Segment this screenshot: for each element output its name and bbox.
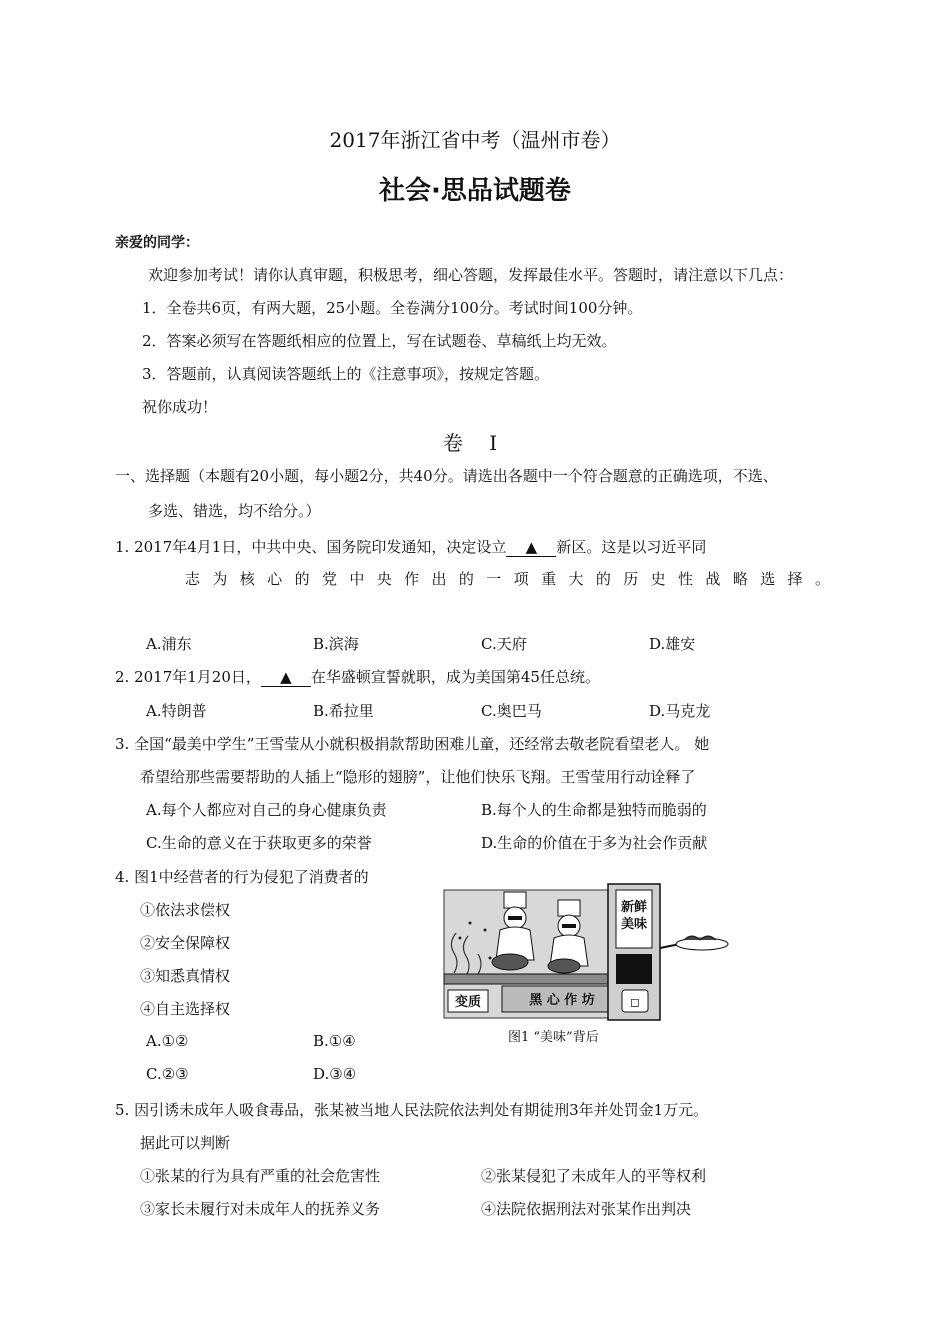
question-1-line2-char: 党	[321, 570, 337, 588]
question-4-option-c: C.②③	[146, 1065, 189, 1083]
question-1-line2-char: 选	[760, 570, 776, 588]
section-instruction-line2: 多选、错选，均不给分。）	[148, 502, 321, 520]
question-1-line2-char: 战	[705, 570, 721, 588]
question-1-line2-char: 心	[267, 570, 283, 588]
question-1-line2-char: 史	[650, 570, 666, 588]
question-1-line2-char: 中	[349, 570, 365, 588]
question-1-line2-char: 重	[541, 570, 557, 588]
section-instruction-line1: 一、选择题（本题有20小题，每小题2分，共40分。请选出各题中一个符合题意的正确选项，不选、	[115, 467, 778, 485]
question-2-option-a: A.特朗普	[146, 702, 207, 720]
question-1-stem-start: 1. 2017年4月1日，中共中央、国务院印发通知，决定设立	[115, 538, 507, 556]
question-1-option-a: A.浦东	[146, 635, 192, 653]
wish-text: 祝你成功！	[142, 398, 218, 416]
question-3-option-c: C.生命的意义在于获取更多的荣誉	[146, 834, 372, 852]
question-1-stem-end: 新区。这是以习近平同	[556, 538, 707, 556]
greeting: 亲爱的同学：	[115, 235, 199, 251]
conveyor-belt	[444, 974, 609, 984]
question-1-line2-char: 历	[623, 570, 639, 588]
workshop-label: 黑 心 作 坊	[529, 993, 595, 1008]
question-2-option-c: C.奥巴马	[481, 702, 542, 720]
question-1-line2-char: 出	[431, 570, 447, 588]
question-1-option-d: D.雄安	[649, 635, 696, 653]
question-3-option-a: A.每个人都应对自己的身心健康负责	[146, 801, 387, 819]
question-5-line2: 据此可以判断	[140, 1134, 231, 1152]
sign-line-1: 新鲜	[620, 900, 648, 915]
exam-title: 2017年浙江省中考（温州市卷）	[329, 128, 621, 152]
question-3-option-d: D.生命的价值在于多为社会作贡献	[481, 834, 708, 852]
question-1-line2-char: 一	[486, 570, 502, 588]
question-2-stem-end: 在华盛顿宣誓就职，成为美国第45任总统。	[310, 668, 600, 686]
question-4-item-2: ②安全保障权	[140, 934, 231, 952]
question-4-item-3: ③知悉真情权	[140, 967, 231, 985]
question-2-option-d: D.马克龙	[649, 702, 711, 720]
question-4-stem: 4. 图1中经营者的行为侵犯了消费者的	[115, 868, 369, 886]
question-2-stem-start: 2. 2017年1月20日，	[115, 668, 261, 686]
question-5-item-4: ④法院依据刑法对张某作出判决	[481, 1200, 692, 1218]
question-1-line2-char: 项	[513, 570, 529, 588]
question-1-line2-char: 略	[732, 570, 748, 588]
question-1-line2-char: 的	[294, 570, 310, 588]
question-1-line2-char: 性	[678, 570, 694, 588]
question-1-line2	[185, 568, 830, 589]
figure-1-caption: 图1 “美味”背后	[508, 1030, 599, 1045]
answer-blank: ▲	[506, 539, 556, 557]
question-5-item-3: ③家长未履行对未成年人的抚养义务	[140, 1200, 381, 1218]
question-3-option-b: B.每个人的生命都是独特而脆弱的	[481, 801, 707, 819]
answer-blank: ▲	[261, 669, 311, 687]
question-3-line2: 希望给那些需要帮助的人插上“隐形的翅膀”，让他们快乐飞翔。王雪莹用行动诠释了	[140, 768, 696, 786]
question-2-stem	[115, 666, 600, 687]
question-1-option-b: B.滨海	[313, 635, 359, 653]
question-5-item-1: ①张某的行为具有严重的社会危害性	[140, 1167, 381, 1185]
note-3: 3．答题前，认真阅读答题纸上的《注意事项》，按规定答题。	[142, 365, 550, 383]
question-5-item-2: ②张某侵犯了未成年人的平等权利	[481, 1167, 707, 1185]
question-1-line2-char: 志	[185, 570, 201, 588]
spoiled-label: 变质	[454, 995, 482, 1010]
question-1-line2-char: 择	[787, 570, 803, 588]
question-5-line1: 5. 因引诱未成年人吸食毒品，张某被当地人民法院依法判处有期徒刑3年并处罚金1万元。	[115, 1101, 709, 1119]
question-4-item-1: ①依法求偿权	[140, 901, 231, 919]
exam-subtitle: 社会·思品试题卷	[379, 176, 571, 206]
sign-line-2: 美味	[620, 917, 648, 932]
figure-1-illustration	[440, 878, 740, 1023]
question-4-item-4: ④自主选择权	[140, 1000, 231, 1018]
question-2-option-b: B.希拉里	[313, 702, 374, 720]
note-1: 1．全卷共6页，有两大题，25小题。全卷满分100分。考试时间100分钟。	[142, 299, 643, 317]
welcome-text: 欢迎参加考试！请你认真审题，积极思考，细心答题，发挥最佳水平。答题时，请注意以下几点：	[148, 266, 794, 284]
question-1-stem	[115, 536, 706, 557]
question-1-line2-char: 大	[568, 570, 584, 588]
question-1-line2-char: 作	[404, 570, 420, 588]
question-1-line2-char: 的	[458, 570, 474, 588]
machine-button-icon: ◻	[630, 995, 640, 1009]
question-1-line2-char: 核	[239, 570, 255, 588]
question-1-line2-char: 的	[595, 570, 611, 588]
question-3-line1: 3. 全国“最美中学生”王雪莹从小就积极捐款帮助困难儿童，还经常去敬老院看望老人。 她	[115, 735, 710, 753]
note-2: 2．答案必须写在答题纸相应的位置上，写在试题卷、草稿纸上均无效。	[142, 332, 617, 350]
question-1-line2-char: 为	[212, 570, 228, 588]
question-4-option-b: B.①④	[313, 1032, 356, 1050]
question-1-line2-char: 。	[814, 570, 830, 588]
question-1-option-c: C.天府	[481, 635, 527, 653]
question-4-option-d: D.③④	[313, 1065, 357, 1083]
question-4-option-a: A.①②	[146, 1032, 189, 1050]
question-1-line2-char: 央	[376, 570, 392, 588]
machine-window	[616, 954, 652, 984]
section-heading: 卷 Ⅰ	[442, 431, 508, 455]
